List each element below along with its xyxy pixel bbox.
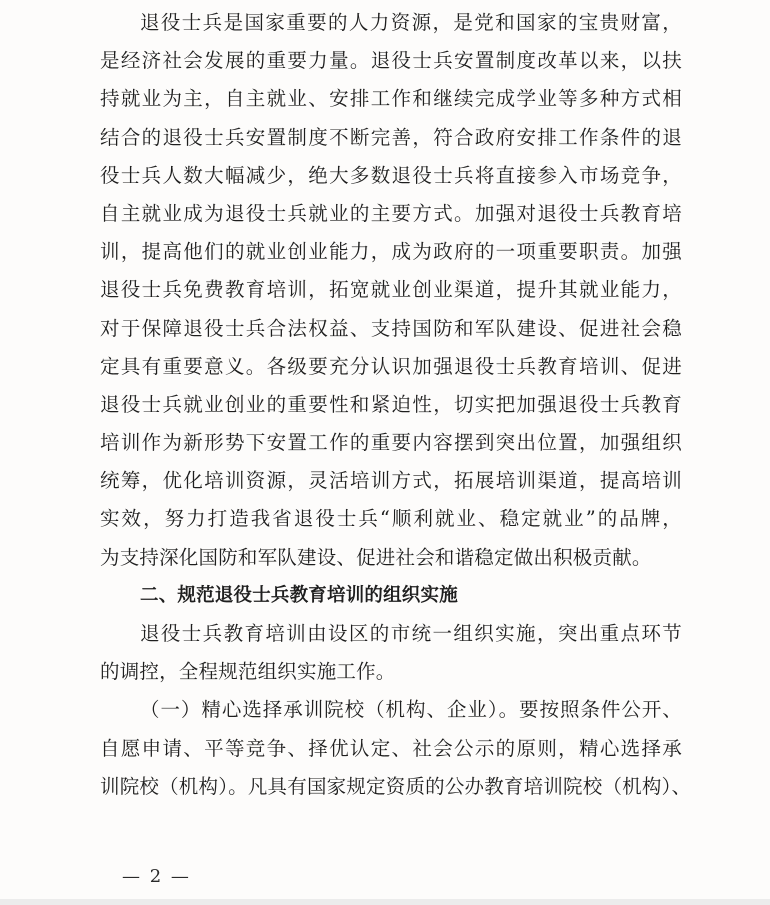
paragraph-line: 为支持深化国防和军队建设、促进社会和谐稳定做出积极贡献。: [100, 545, 652, 569]
paragraph-line: 培训作为新形势下安置工作的重要内容摆到突出位置，加强组织: [100, 431, 682, 455]
paragraph-line: 结合的退役士兵安置制度不断完善，符合政府安排工作条件的退: [100, 125, 682, 149]
paragraph-line: 统筹，优化培训资源，灵活培训方式，拓展培训渠道，提高培训: [100, 469, 682, 493]
paragraph-line: 退役士兵教育培训由设区的市统一组织实施，突出重点环节: [140, 622, 682, 645]
section-heading: 二、规范退役士兵教育培训的组织实施: [140, 584, 458, 606]
paragraph-line: 的调控，全程规范组织实施工作。: [100, 660, 396, 684]
paragraph-line: 役士兵人数大幅减少，绝大多数退役士兵将直接参入市场竞争，: [100, 163, 682, 187]
paragraph-line: 是经济社会发展的重要力量。退役士兵安置制度改革以来，以扶: [100, 49, 682, 73]
paragraph-line: 退役士兵免费教育培训，拓宽就业创业渠道，提升其就业能力，: [100, 278, 682, 302]
paragraph-line: 自愿申请、平等竞争、择优认定、社会公示的原则，精心选择承: [100, 736, 682, 760]
body-text: [100, 4, 692, 806]
page-number: — 2 —: [122, 866, 191, 887]
paragraph-line: 对于保障退役士兵合法权益、支持国防和军队建设、促进社会稳: [100, 316, 682, 340]
page-bottom-edge: [0, 899, 770, 905]
paragraph-line: 持就业为主，自主就业、安排工作和继续完成学业等多种方式相: [100, 87, 682, 111]
paragraph-line: 定具有重要意义。各级要充分认识加强退役士兵教育培训、促进: [100, 354, 682, 378]
paragraph-line: 实效，努力打造我省退役士兵“顺利就业、稳定就业”的品牌，: [100, 507, 682, 531]
paragraph-line: 退役士兵就业创业的重要性和紧迫性，切实把加强退役士兵教育: [100, 392, 682, 416]
paragraph-line: 退役士兵是国家重要的人力资源，是党和国家的宝贵财富，: [140, 11, 682, 34]
paragraph-line: 自主就业成为退役士兵就业的主要方式。加强对退役士兵教育培: [100, 201, 682, 225]
subsection-line: （一）精心选择承训院校（机构、企业）。要按照条件公开、: [140, 698, 682, 722]
paragraph-line: 训，提高他们的就业创业能力，成为政府的一项重要职责。加强: [100, 240, 682, 264]
paragraph-line: 训院校（机构）。凡具有国家规定资质的公办教育培训院校（机构）、: [100, 774, 692, 798]
